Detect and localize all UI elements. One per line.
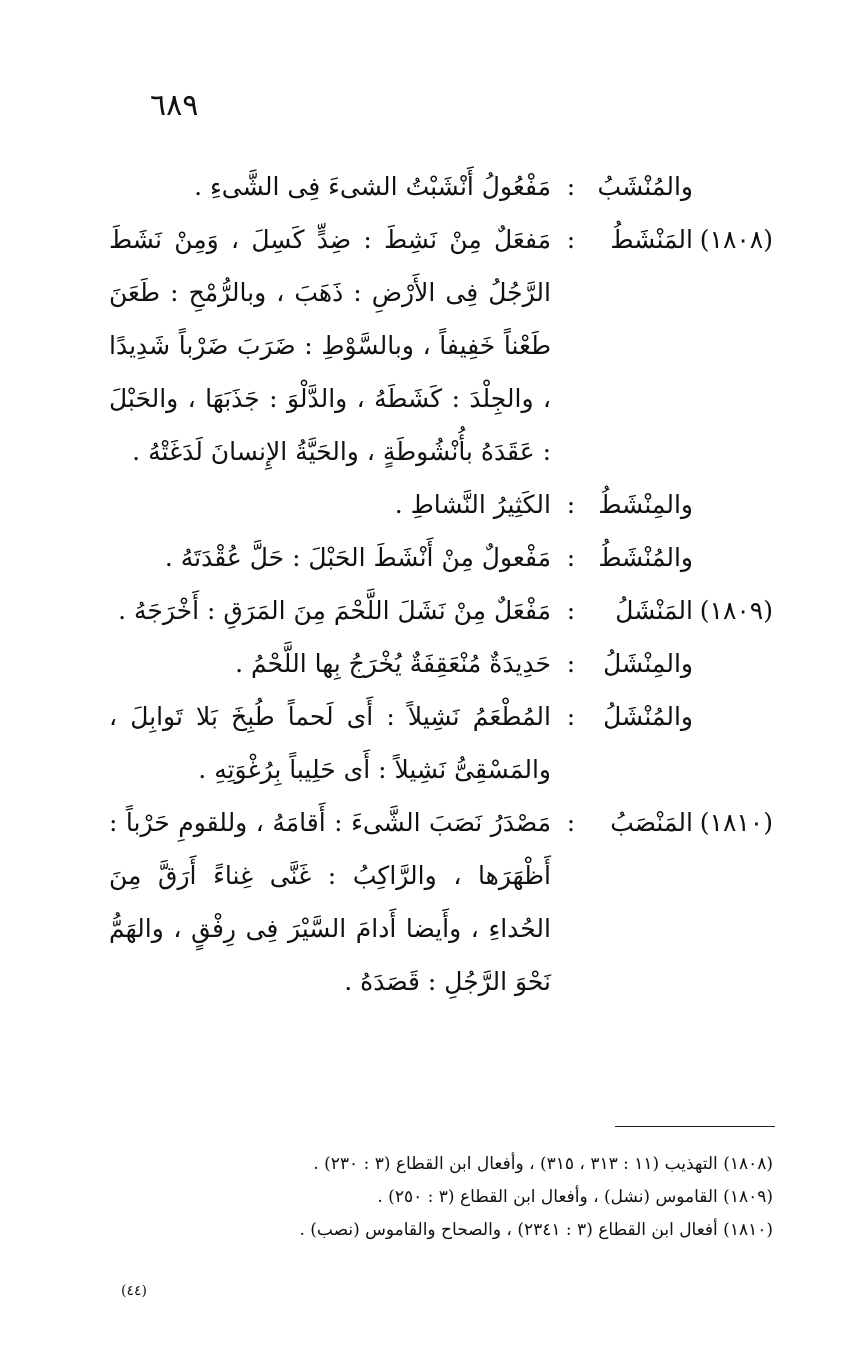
entry-word: والمُنْشَبُ <box>597 172 693 201</box>
footnote-1808: (١٨٠٨) التهذيب (١١ : ٣١٣ ، ٣١٥) ، وأفعال ابن القطاع (٣ : ٢٣٠) . <box>313 1154 773 1174</box>
entry-colon: : <box>566 172 576 201</box>
entry-minshat <box>109 478 773 531</box>
footnote-1810: (١٨١٠) أفعال ابن القطاع (٣ : ٢٣٤١) ، والصحاح والقاموس (نصب) . <box>299 1220 773 1240</box>
entry-head <box>591 796 773 849</box>
entry-definition: المُطْعَمُ نَشِيلاً : أَى لَحماً طُبِخَ بَلا تَوابِلَ ، والمَسْقِىُّ نَشِيلاً : أَى حَلِيباً بِرُغْوَتِهِ . <box>109 702 551 784</box>
entry-munshat <box>109 531 773 584</box>
entry-definition: مَفْعُولُ أَنْشَبْتُ الشىءَ فِى الشَّىءِ . <box>194 172 551 201</box>
entry-definition: الكَثِيرُ النَّشاطِ . <box>394 490 551 519</box>
entry-word: والمِنْشَطُ <box>598 490 693 519</box>
entry-number <box>693 637 773 690</box>
entry-manshat <box>109 213 773 478</box>
entry-head <box>591 478 773 531</box>
entry-colon: : <box>566 225 576 254</box>
entry-colon: : <box>566 543 576 572</box>
entry-head <box>591 213 773 266</box>
entry-definition: مَفعَلٌ مِنْ نَشِطَ : ضِدٍّ كَسِلَ ، وَمِنْ نَشَطَ الرَّجُلُ فِى الأَرْضِ : ذَهَبَ ، وبالرُّمْحِ : طَعَنَ طَعْناً خَفِيفاً ، وبالسَّوْطِ : ضَرَبَ ضَرْباً شَدِيدًا ، والجِلْدَ : كَشَطَهُ ، والدَّلْوَ : جَذَبَهَا ، والحَبْلَ : عَقَدَهُ بأُنْشُوطَةٍ ، والحَيَّةُ الإِنسانَ لَدَغَتْهُ . <box>109 225 551 466</box>
entry-head <box>591 160 773 213</box>
entry-number <box>693 690 773 743</box>
entry-number <box>693 478 773 531</box>
entry-colon: : <box>566 702 576 731</box>
entry-word: والمُنْشَطُ <box>598 543 693 572</box>
entry-number: (١٨٠٨) <box>699 225 773 254</box>
entry-number: (١٨٠٩) <box>699 596 773 625</box>
footnotes <box>93 1148 773 1247</box>
entry-definition: مَصْدَرُ نَصَبَ الشَّىءَ : أَقامَهُ ، وللقومِ حَرْباً : أَظْهَرَها ، والرَّاكِبُ : غَنَّى غِناءً أَرَقَّ مِنَ الحُداءِ ، وأَيضا أَدامَ السَّيْرَ فِى رِفْقٍ ، والهَمُّ نَحْوَ الرَّجُلِ : قَصَدَهُ . <box>109 808 551 996</box>
entry-munshab <box>109 160 773 213</box>
entry-word: والمُنْشَلُ <box>603 702 693 731</box>
entry-head <box>591 584 773 637</box>
entry-word: المَنْشَلُ <box>615 596 693 625</box>
entry-colon: : <box>566 808 576 837</box>
entry-number <box>693 160 773 213</box>
entry-definition: مَفْعولٌ مِنْ أَنْشَطَ الحَبْلَ : حَلَّ عُقْدَتَهُ . <box>164 543 551 572</box>
entry-word: المَنْصَبُ <box>610 808 693 837</box>
entry-number: (١٨١٠) <box>699 808 773 837</box>
entry-word: والمِنْشَلُ <box>603 649 693 678</box>
entry-head <box>591 690 773 743</box>
entry-minshal <box>109 637 773 690</box>
entry-colon: : <box>566 490 576 519</box>
entry-colon: : <box>566 596 576 625</box>
page-number: ٦٨٩ <box>150 88 199 123</box>
entry-head <box>591 637 773 690</box>
footnote-divider <box>615 1126 775 1127</box>
signature-mark: (٤٤) <box>121 1283 147 1299</box>
entry-mansab <box>109 796 773 1008</box>
entry-munshal <box>109 690 773 796</box>
entry-definition: حَدِيدَةٌ مُنْعَقِفَةٌ يُخْرَجُ بِها اللَّحْمُ . <box>235 649 551 678</box>
entry-colon: : <box>566 649 576 678</box>
entry-word: المَنْشَطُ <box>610 225 693 254</box>
entry-number <box>693 531 773 584</box>
entry-definition: مَفْعَلٌ مِنْ نَشَلَ اللَّحْمَ مِنَ المَرَقِ : أَخْرَجَهُ . <box>118 596 551 625</box>
entry-head <box>591 531 773 584</box>
entries-list <box>109 160 773 1008</box>
footnote-1809: (١٨٠٩) القاموس (نشل) ، وأفعال ابن القطاع (٣ : ٢٥٠) . <box>377 1187 773 1207</box>
entry-manshal <box>109 584 773 637</box>
